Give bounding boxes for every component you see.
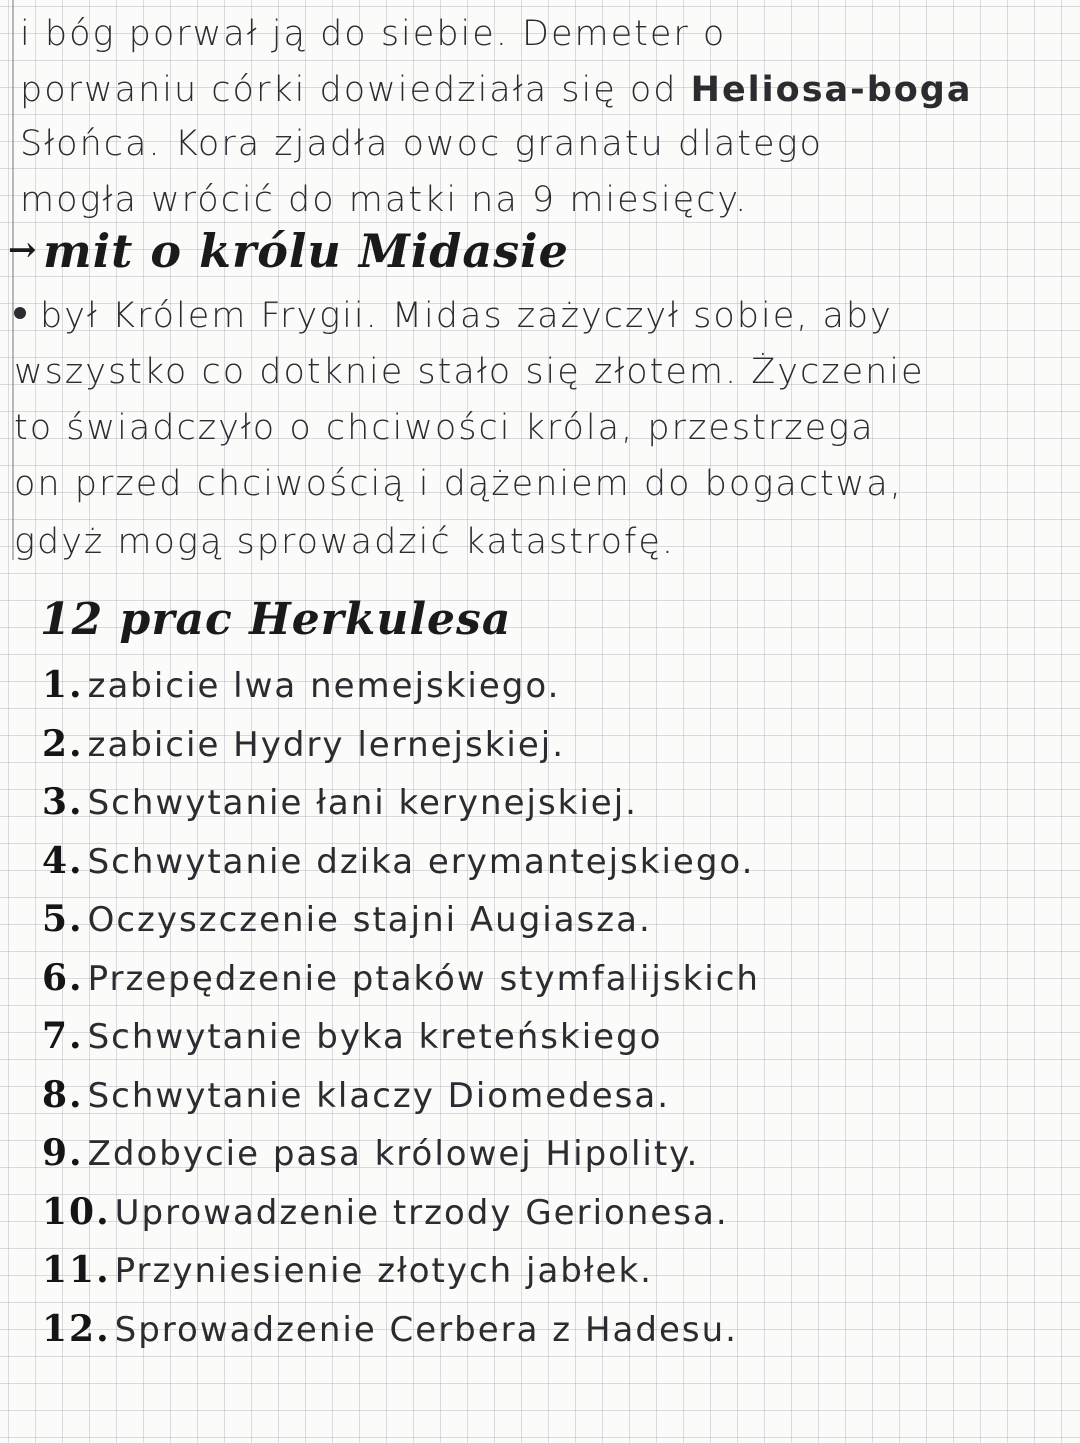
- labour-item: [42, 957, 760, 999]
- labour-text: Schwytanie klaczy Diomedesa.: [87, 1076, 670, 1116]
- labour-item: [42, 840, 754, 882]
- bullet-icon: [14, 307, 26, 319]
- labour-number: 7.: [42, 1015, 84, 1057]
- arrow-icon: →: [8, 230, 38, 270]
- labour-number: 10.: [42, 1191, 111, 1233]
- labour-text: Schwytanie łani kerynejskiej.: [87, 783, 638, 823]
- helios-text: Heliosa-boga: [690, 70, 973, 110]
- labour-item: [42, 723, 565, 765]
- text-line-2-main: porwaniu córki dowiedziała się od: [20, 70, 678, 110]
- labour-text: Zdobycie pasa królowej Hipolity.: [87, 1134, 700, 1174]
- labour-number: 9.: [42, 1132, 84, 1174]
- labour-text: zabicie Hydry lernejskiej.: [87, 725, 566, 765]
- midas-line-3: to świadczyło o chciwości króla, przestrzega: [14, 408, 875, 448]
- labour-item: [42, 1249, 653, 1291]
- labour-item: [42, 1015, 662, 1057]
- midas-line-1: [14, 296, 893, 336]
- midas-heading: [8, 224, 569, 278]
- labour-text: zabicie lwa nemejskiego.: [87, 666, 561, 706]
- labour-number: 5.: [42, 898, 84, 940]
- labour-text: Schwytanie byka kreteńskiego: [87, 1017, 663, 1057]
- midas-line-1-text: był Królem Frygii. Midas zażyczył sobie, aby: [40, 296, 893, 336]
- labour-text: Przyniesienie złotych jabłek.: [114, 1251, 653, 1291]
- labour-number: 1.: [42, 664, 84, 706]
- labour-item: [42, 1074, 670, 1116]
- labour-number: 6.: [42, 957, 84, 999]
- labour-text: Przepędzenie ptaków stymfalijskich: [87, 959, 760, 999]
- labour-text: Oczyszczenie stajni Augiasza.: [87, 900, 652, 940]
- midas-line-2: wszystko co dotknie stało się złotem. Życzenie: [14, 352, 925, 392]
- labour-number: 4.: [42, 840, 84, 882]
- midas-line-4: on przed chciwością i dążeniem do bogactwa,: [14, 464, 903, 504]
- labour-number: 12.: [42, 1308, 111, 1350]
- text-line-4: mogła wrócić do matki na 9 miesięcy.: [20, 180, 749, 220]
- labour-number: 8.: [42, 1074, 84, 1116]
- text-line-2: [20, 70, 972, 110]
- text-line-1: i bóg porwał ją do siebie. Demeter o: [20, 14, 727, 54]
- labour-text: Schwytanie dzika erymantejskiego.: [87, 842, 755, 882]
- labour-item: [42, 898, 652, 940]
- midas-line-5: gdyż mogą sprowadzić katastrofę.: [14, 522, 675, 562]
- labour-text: Sprowadzenie Cerbera z Hadesu.: [114, 1310, 738, 1350]
- labour-text: Uprowadzenie trzody Gerionesa.: [114, 1193, 729, 1233]
- labour-item: [42, 664, 560, 706]
- labour-number: 11.: [42, 1249, 111, 1291]
- labour-item: [42, 1308, 738, 1350]
- midas-heading-text: mit o królu Midasie: [43, 224, 569, 278]
- labour-number: 2.: [42, 723, 84, 765]
- labour-item: [42, 1132, 699, 1174]
- labour-item: [42, 781, 638, 823]
- labour-item: [42, 1191, 729, 1233]
- text-line-3: Słońca. Kora zjadła owoc granatu dlatego: [20, 124, 823, 164]
- labour-number: 3.: [42, 781, 84, 823]
- labours-heading: 12 prac Herkulesa: [40, 594, 512, 645]
